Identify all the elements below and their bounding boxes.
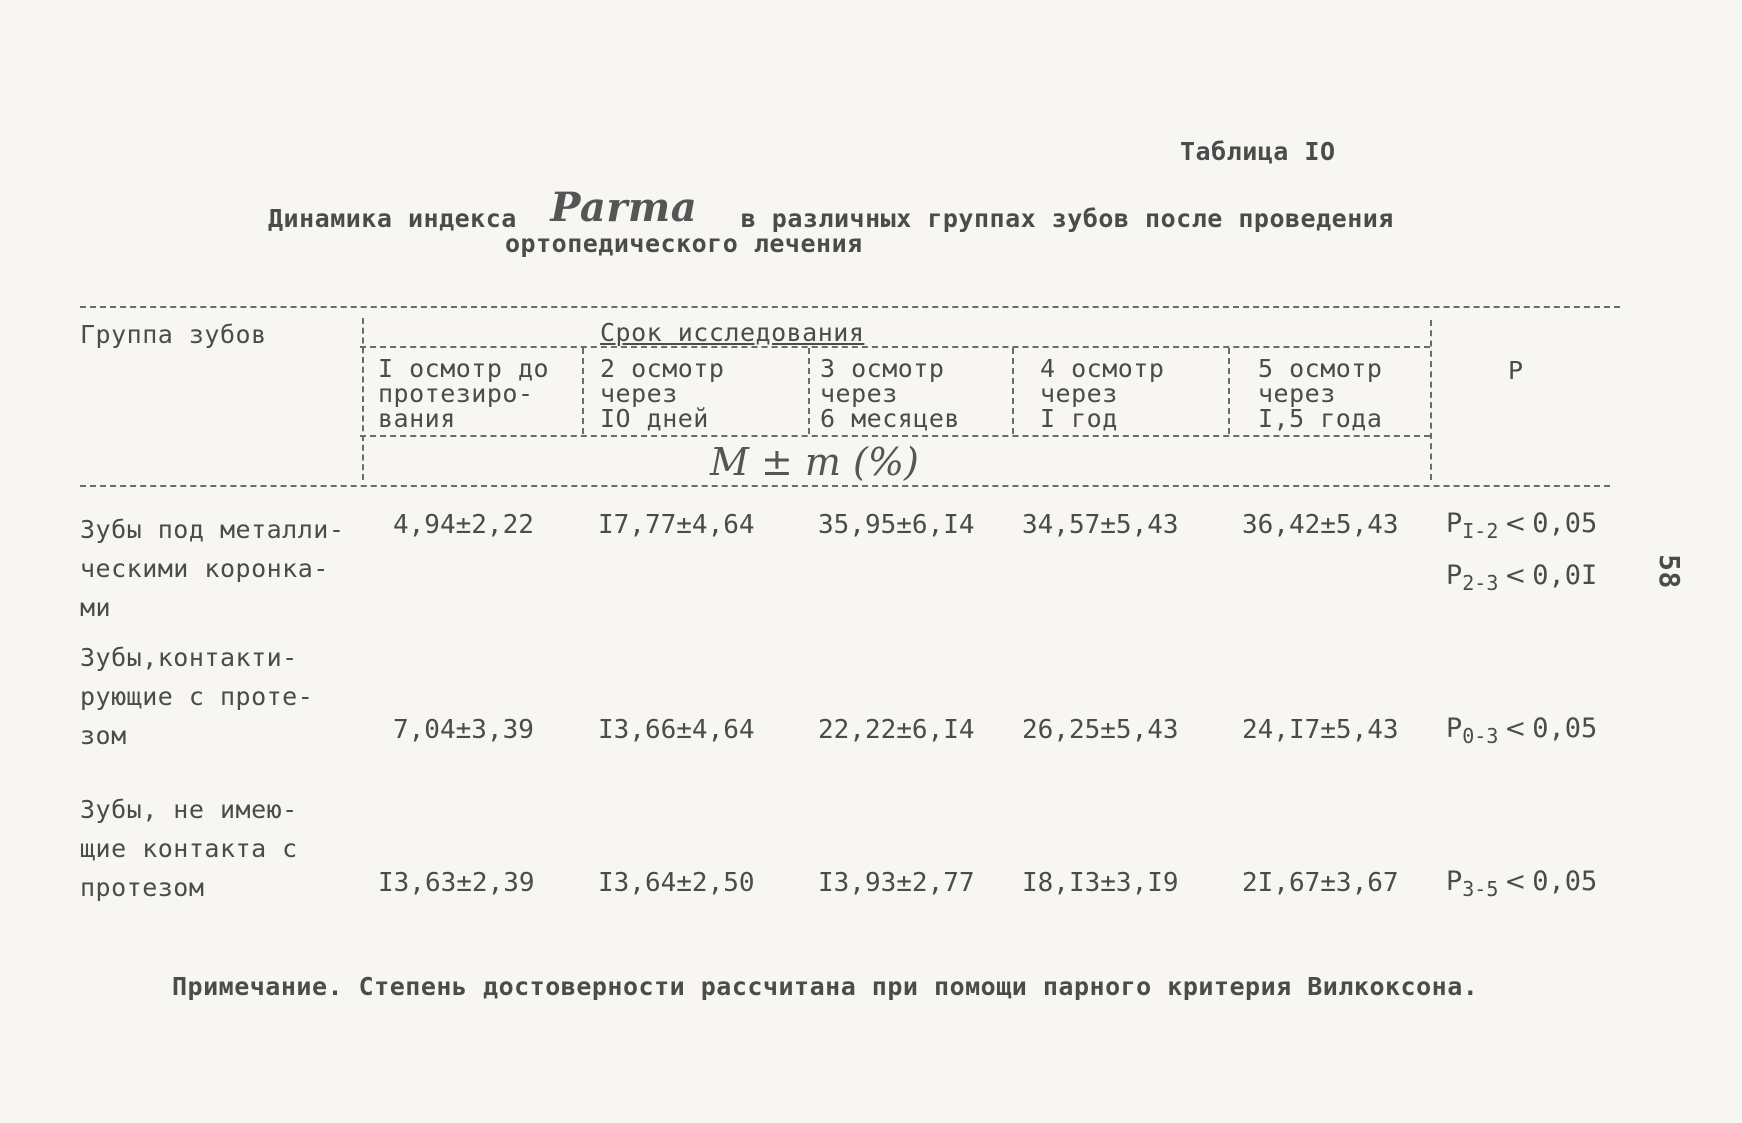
vline-c2 [808,348,810,434]
row2-p1: $P_{0-3} < 0,05$ [1446,713,1598,748]
row3-p1: $P_{3-5} < 0,05$ [1446,866,1598,901]
unit-label: M ± m (%) [710,440,919,484]
row2-val2: I3,66±4,64 [598,715,755,745]
row2-val3: 22,22±6,I4 [818,715,975,745]
row3-val1: I3,63±2,39 [378,868,535,898]
row3-group: Зубы, не имею- щие контакта с протезом [80,795,298,902]
title-before: Динамика индекса [268,204,517,233]
col-header-5: 5 осмотр через I,5 года [1258,354,1383,433]
title-after: в различных группах зубов после проведения [740,204,1394,233]
row1-val3: 35,95±6,I4 [818,510,975,540]
row2-val1: 7,04±3,39 [393,715,534,745]
row2-val4: 26,25±5,43 [1022,715,1179,745]
col-header-3: 3 осмотр через 6 месяцев [820,354,960,433]
row2-val5: 24,I7±5,43 [1242,715,1399,745]
title-line2: ортопедического лечения [505,229,863,258]
row1-p2: $P_{2-3} < 0,0I$ [1446,560,1598,595]
title-handwritten: Parma [550,184,698,231]
p-header: P [1508,356,1524,385]
note: Примечание. Степень достоверности рассчитана при помощи парного критерия Вилкоксона. [172,972,1479,1001]
row1-val4: 34,57±5,43 [1022,510,1179,540]
row1-p1: $P_{I-2} < 0,05$ [1446,508,1598,543]
col-header-1: I осмотр до протезиро- вания [378,354,550,433]
row3-val5: 2I,67±3,67 [1242,868,1399,898]
row3-val4: I8,I3±3,I9 [1022,868,1179,898]
period-header: Срок исследования [600,318,865,347]
page-number: 58 [1652,554,1686,589]
header-bottom-rule [80,485,1610,487]
vline-right [1430,320,1432,480]
row2-group: Зубы,контакти- рующие с проте- зом [80,643,314,750]
table-label: Таблица IO [1180,137,1336,166]
row1-group: Зубы под металли- ческими коронка- ми [80,515,345,622]
col-header-2: 2 осмотр через IO дней [600,354,725,433]
table-top-rule [80,306,1620,308]
row1-val5: 36,42±5,43 [1242,510,1399,540]
row1-val2: I7,77±4,64 [598,510,755,540]
vline-c4 [1228,348,1230,434]
vline-c1 [582,348,584,434]
group-header: Группа зубов [80,320,267,349]
vline-c3 [1012,348,1014,434]
row3-val3: I3,93±2,77 [818,868,975,898]
row1-val1: 4,94±2,22 [393,510,534,540]
columns-bottom-rule [360,435,1430,437]
period-rule [360,346,1430,348]
vline-left [362,318,364,480]
row3-val2: I3,64±2,50 [598,868,755,898]
col-header-4: 4 осмотр через I год [1040,354,1165,433]
